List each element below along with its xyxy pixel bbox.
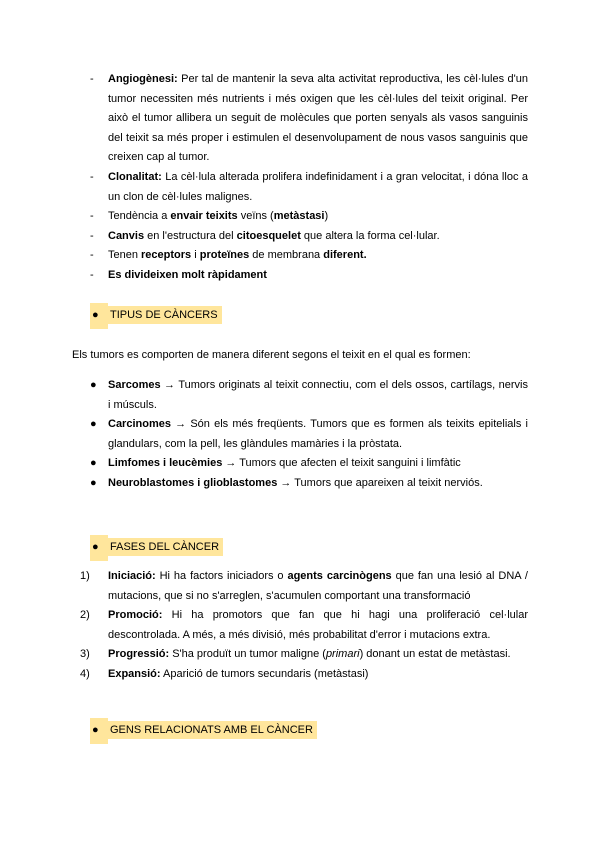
list-number: 4) <box>80 668 90 680</box>
list-number: 1) <box>80 570 90 582</box>
list-item-sarcomes <box>90 376 528 415</box>
text-angiogenesi: Per tal de mantenir la seva alta activitat reproductiva, les cèl·lules d'un tumor necessiten més nutrients i més oxigen que les cèl·lules del teixit original. Per això el tumor allibera un seguit de molècules que porten senyals als vasos sanguinis del teixit sa més proper i estimulen el desenvolupament de nous vasos sanguinis que creixen cap al tumor. <box>108 73 528 164</box>
text-pre: Tenen <box>108 249 142 261</box>
list-number: 3) <box>80 648 90 660</box>
list-number: 2) <box>80 609 90 621</box>
text-post: que fan una lesió al DNA / mutacions, que si no s'arreglen, s'acumulen comportant una transformació <box>108 570 528 602</box>
term-proteines: proteïnes <box>199 249 250 261</box>
term-agents: agents carcinògens <box>287 570 392 582</box>
list-marker: - <box>90 210 94 222</box>
text-pre: Hi ha factors iniciadors o <box>155 570 288 582</box>
text-neuroblastomes: → Tumors que apareixen al teixit nerviós. <box>277 477 483 489</box>
list-item-canvis <box>90 227 528 247</box>
text-sarcomes: → Tumors originats al teixit connectiu, com el dels ossos, cartílags, nervis i músculs. <box>108 379 528 411</box>
text-pre: S'ha produït un tumor maligne ( <box>169 648 326 660</box>
text-limfomes: → Tumors que afecten el teixit sanguini i limfàtic <box>222 457 461 469</box>
list-item-divideixen <box>90 266 528 286</box>
term-envair: envair teixits <box>170 210 238 222</box>
term-citoesquelet: citoesquelet <box>236 230 301 242</box>
text-post: ) <box>324 210 329 222</box>
bullet-icon: ● <box>90 718 108 744</box>
list-item-tendencia <box>90 207 528 227</box>
term-divideixen: Es divideixen molt ràpidament <box>108 269 267 281</box>
list-item-expansio <box>80 665 528 685</box>
term-progressio: Progressió: <box>108 648 170 660</box>
term-carcinomes: Carcinomes <box>108 418 171 430</box>
term-canvis: Canvis <box>108 230 145 242</box>
list-item-promocio <box>80 606 528 645</box>
list-item-limfomes <box>90 454 528 474</box>
section-heading-fases <box>90 535 227 561</box>
text-carcinomes: → Són els més freqüents. Tumors que es formen als teixits epitelials i glandulars, com la pell, les glàndules mamàries i la pròstata. <box>108 418 528 450</box>
list-marker: - <box>90 171 94 183</box>
term-limfomes: Limfomes i leucèmies <box>108 457 223 469</box>
list-item-angiogenesi <box>90 70 528 168</box>
term-angiogenesi: Angiogènesi: <box>108 73 178 85</box>
section-heading-gens <box>90 718 321 744</box>
bullet-icon: ● <box>90 379 97 391</box>
heading-text: TIPUS DE CÀNCERS <box>108 306 222 324</box>
list-item-iniciacio <box>80 567 528 606</box>
text-post: ) donant un estat de metàstasi. <box>359 648 511 660</box>
list-item-clonalitat <box>90 168 528 207</box>
term-neuroblastomes: Neuroblastomes i glioblastomes <box>108 477 278 489</box>
text-mid: veïns ( <box>237 210 274 222</box>
bullet-icon: ● <box>90 303 108 329</box>
text-promocio: Hi ha promotors que fan que hi hagi una proliferació cel·lular descontrolada. A més, a més divisió, més probabilitat d'error i mutacions extra. <box>108 609 528 641</box>
list-item-neuroblastomes <box>90 474 528 494</box>
term-clonalitat: Clonalitat: <box>108 171 162 183</box>
list-item-carcinomes <box>90 415 528 454</box>
term-iniciacio: Iniciació: <box>108 570 156 582</box>
list-item-receptors <box>90 246 528 266</box>
text-primari: primari <box>325 648 360 660</box>
text-mid: en l'estructura del <box>144 230 237 242</box>
text-mid: i <box>191 249 200 261</box>
list-item-progressio <box>80 645 528 665</box>
bullet-icon: ● <box>90 418 97 430</box>
heading-text: GENS RELACIONATS AMB EL CÀNCER <box>108 721 317 739</box>
text-clonalitat: La cèl·lula alterada prolifera indefinidament i a gran velocitat, i dóna lloc a un clon de cèl·lules malignes. <box>108 171 528 203</box>
term-metastasi: metàstasi <box>273 210 325 222</box>
list-marker: - <box>90 73 94 85</box>
list-marker: - <box>90 249 94 261</box>
list-marker: - <box>90 230 94 242</box>
tipus-intro: Els tumors es comporten de manera diferent segons el teixit en el qual es formen: <box>72 349 471 361</box>
text-mid: de membrana <box>249 249 324 261</box>
term-receptors: receptors <box>141 249 192 261</box>
text-post: que altera la forma cel·lular. <box>300 230 440 242</box>
term-expansio: Expansió: <box>108 668 161 680</box>
term-diferent: diferent. <box>323 249 367 261</box>
bullet-icon: ● <box>90 535 108 561</box>
term-sarcomes: Sarcomes <box>108 379 161 391</box>
text-expansio: Aparició de tumors secundaris (metàstasi) <box>160 668 369 680</box>
section-heading-tipus <box>90 303 226 329</box>
bullet-icon: ● <box>90 457 97 469</box>
bullet-icon: ● <box>90 477 97 489</box>
heading-text: FASES DEL CÀNCER <box>108 538 223 556</box>
term-promocio: Promoció: <box>108 609 163 621</box>
list-marker: - <box>90 269 94 281</box>
text-pre: Tendència a <box>108 210 171 222</box>
